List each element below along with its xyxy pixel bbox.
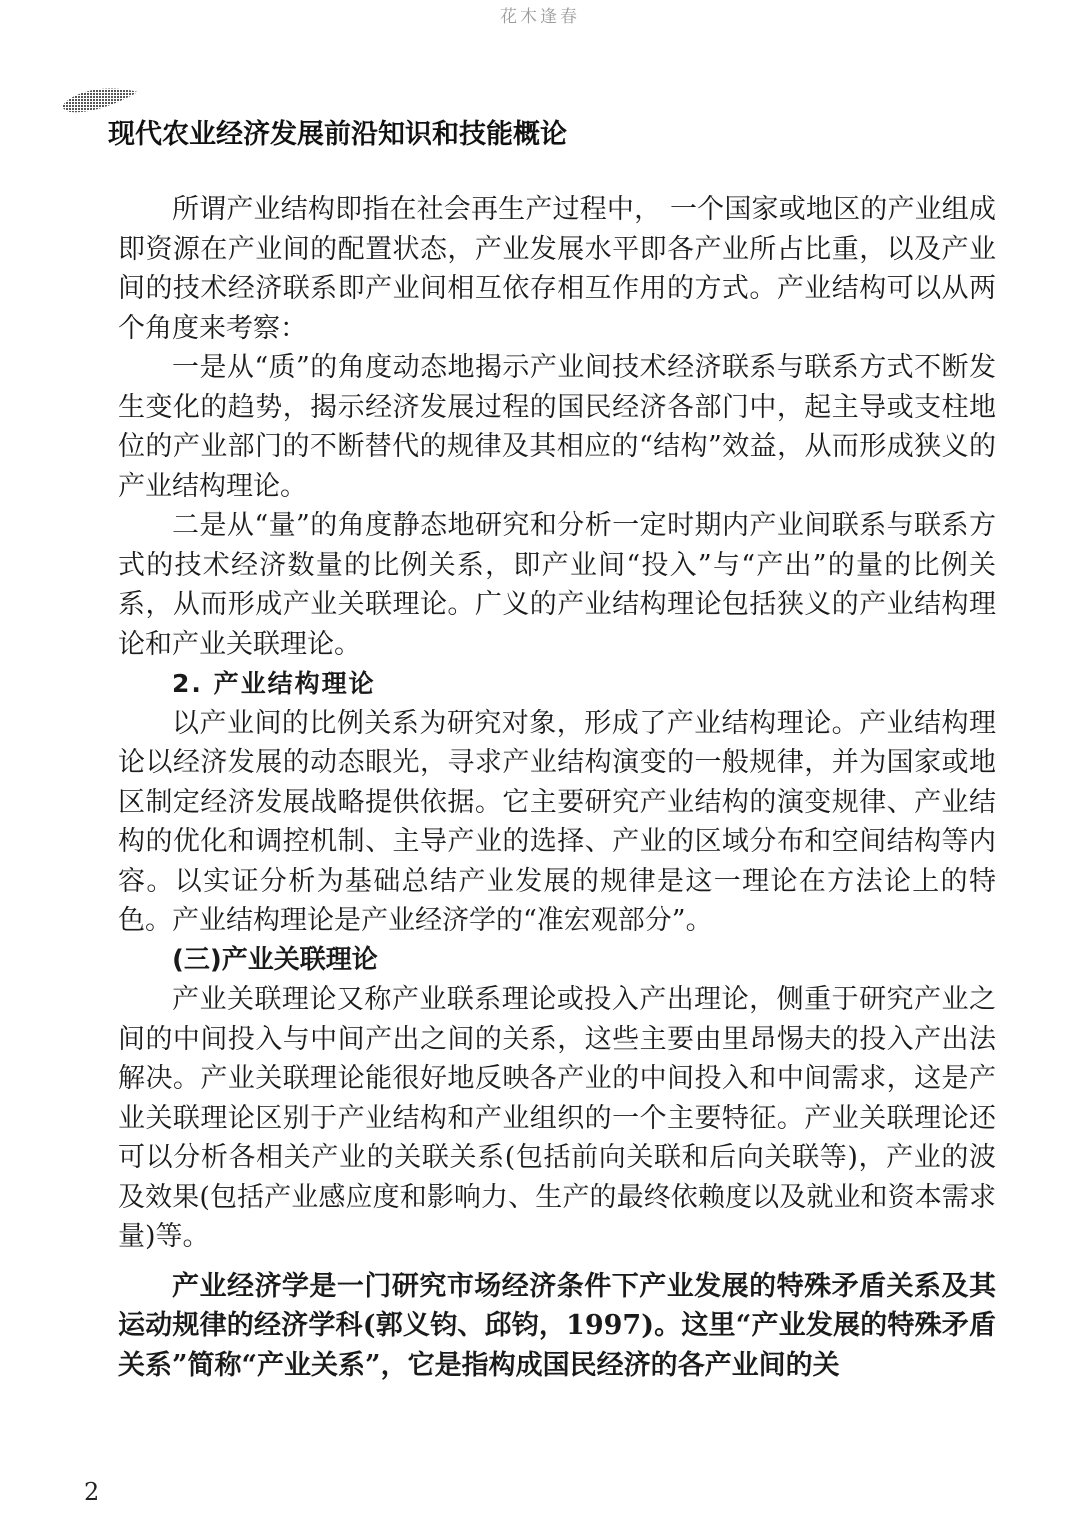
paragraph-industrial-economics-definition: 产业经济学是一门研究市场经济条件下产业发展的特殊矛盾关系及其运动规律的经济学科(郭义钧、邱钧，1997)。这里“产业发展的特殊矛盾关系”简称“产业关系”，它是指构成国民经济的各产业间的关 (118, 1270, 996, 1381)
paragraph-quality-perspective: 一是从“质”的角度动态地揭示产业间技术经济联系与联系方式不断发生变化的趋势，揭示经济发展过程的国民经济各部门中，起主导或支柱地位的产业部门的不断替代的规律及其相应的“结构”效益，从而形成狭义的产业结构理论。 (118, 352, 996, 502)
page-number: 2 (84, 1478, 100, 1506)
running-header-title: 现代农业经济发展前沿知识和技能概论 (108, 119, 567, 150)
page-body (118, 190, 996, 1385)
watermark: 花木逢春 (500, 7, 580, 27)
paragraph-industrial-structure-theory: 以产业间的比例关系为研究对象，形成了产业结构理论。产业结构理论以经济发展的动态眼光，寻求产业结构演变的一般规律，并为国家或地区制定经济发展战略提供依据。它主要研究产业结构的演变规律、产业结构的优化和调控机制、主导产业的选择、产业的区域分布和空间结构等内容。以实证分析为基础总结产业发展的规律是这一理论在方法论上的特色。产业结构理论是产业经济学的“准宏观部分”。 (118, 707, 996, 936)
section-heading-industrial-linkage-theory: (三)产业关联理论 (172, 944, 378, 975)
paragraph-quantity-perspective: 二是从“量”的角度静态地研究和分析一定时期内产业间联系与联系方式的技术经济数量的比例关系，即产业间“投入”与“产出”的量的比例关系，从而形成产业关联理论。广义的产业结构理论包括狭义的产业结构理论和产业关联理论。 (118, 510, 996, 660)
subheading-industrial-structure-theory: 2. 产业结构理论 (172, 669, 376, 698)
paragraph-industrial-linkage-theory: 产业关联理论又称产业联系理论或投入产出理论，侧重于研究产业之间的中间投入与中间产出之间的关系，这些主要由里昂惕夫的投入产出法解决。产业关联理论能很好地反映各产业的中间投入和中间需求，这是产业关联理论区别于产业结构和产业组织的一个主要特征。产业关联理论还可以分析各相关产业的关联关系(包括前向关联和后向关联等)，产业的波及效果(包括产业感应度和影响力、生产的最终依赖度以及就业和资本需求量)等。 (118, 984, 996, 1252)
paragraph-industrial-structure-definition: 所谓产业结构即指在社会再生产过程中， 一个国家或地区的产业组成即资源在产业间的配置状态，产业发展水平即各产业所占比重，以及产业间的技术经济联系即产业间相互依存相互作用的方式。产业结构可以从两个角度来考察： (118, 194, 996, 344)
